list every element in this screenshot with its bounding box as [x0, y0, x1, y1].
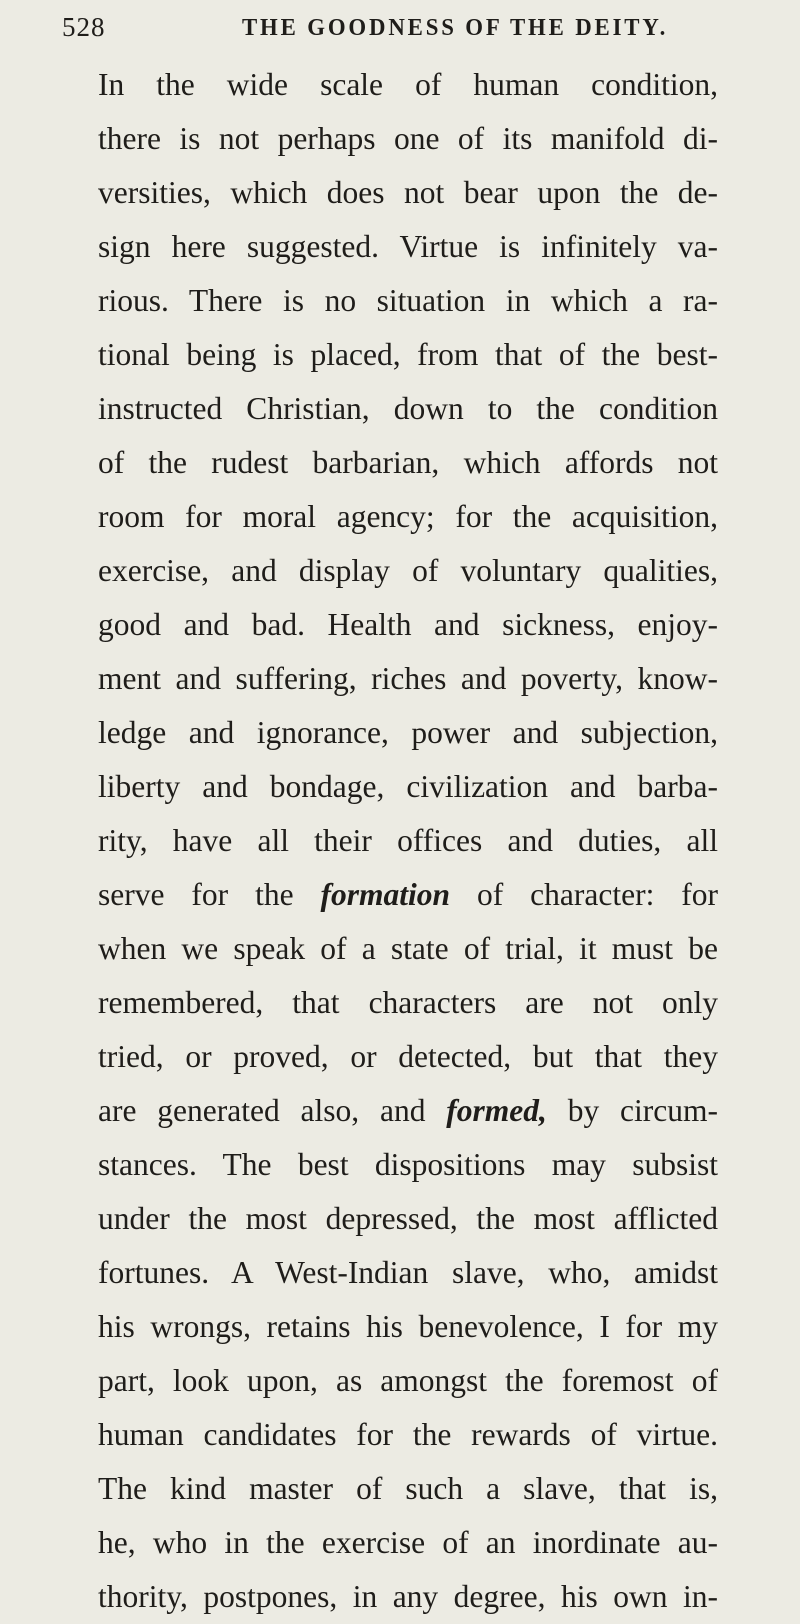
text-line: ledge and ignorance, power and subjection,	[98, 715, 718, 750]
text-line: In the wide scale of human condition,	[98, 67, 718, 102]
text-line: his wrongs, retains his benevolence, I for my	[98, 1309, 718, 1344]
text-line: of the rudest barbarian, which affords not	[98, 445, 718, 480]
text-line: instructed Christian, down to the condition	[98, 391, 718, 426]
text-line: stances. The best dispositions may subsist	[98, 1147, 718, 1182]
emphasized-word: formation	[320, 877, 451, 912]
running-head	[62, 12, 762, 52]
text-line: sign here suggested. Virtue is infinitely va-	[98, 229, 718, 264]
text-line: The kind master of such a slave, that is,	[98, 1471, 718, 1506]
text-line-with-emphasis	[98, 868, 718, 922]
text-run: of character: for	[450, 877, 718, 912]
text-line: exercise, and display of voluntary qualities,	[98, 553, 718, 588]
running-title: THE GOODNESS OF THE DEITY.	[242, 15, 669, 41]
text-line: thority, postpones, in any degree, his own in-	[98, 1579, 718, 1614]
body-text	[98, 58, 718, 1624]
text-line: rious. There is no situation in which a ra-	[98, 283, 718, 318]
text-run: are generated also, and	[98, 1093, 447, 1128]
text-line: there is not perhaps one of its manifold di-	[98, 121, 718, 156]
emphasized-word: formed,	[446, 1093, 547, 1128]
text-line: remembered, that characters are not only	[98, 985, 718, 1020]
text-line: fortunes. A West-Indian slave, who, amidst	[98, 1255, 718, 1290]
text-line: part, look upon, as amongst the foremost of	[98, 1363, 718, 1398]
text-line-with-emphasis	[98, 1084, 718, 1138]
text-line: rity, have all their offices and duties, all	[98, 823, 718, 858]
text-line: room for moral agency; for the acquisition,	[98, 499, 718, 534]
text-line: ment and suffering, riches and poverty, know-	[98, 661, 718, 696]
text-line: liberty and bondage, civilization and barba-	[98, 769, 718, 804]
text-run: by circum-	[546, 1093, 718, 1128]
text-line: versities, which does not bear upon the de-	[98, 175, 718, 210]
text-run: serve for the	[98, 877, 321, 912]
page-number: 528	[62, 12, 106, 42]
text-line: human candidates for the rewards of virtue.	[98, 1417, 718, 1452]
text-line: under the most depressed, the most afflicted	[98, 1201, 718, 1236]
text-line: tried, or proved, or detected, but that they	[98, 1039, 718, 1074]
text-line: when we speak of a state of trial, it must be	[98, 931, 718, 966]
text-line: tional being is placed, from that of the best-	[98, 337, 718, 372]
text-line: good and bad. Health and sickness, enjoy-	[98, 607, 718, 642]
text-line: he, who in the exercise of an inordinate au-	[98, 1525, 718, 1560]
